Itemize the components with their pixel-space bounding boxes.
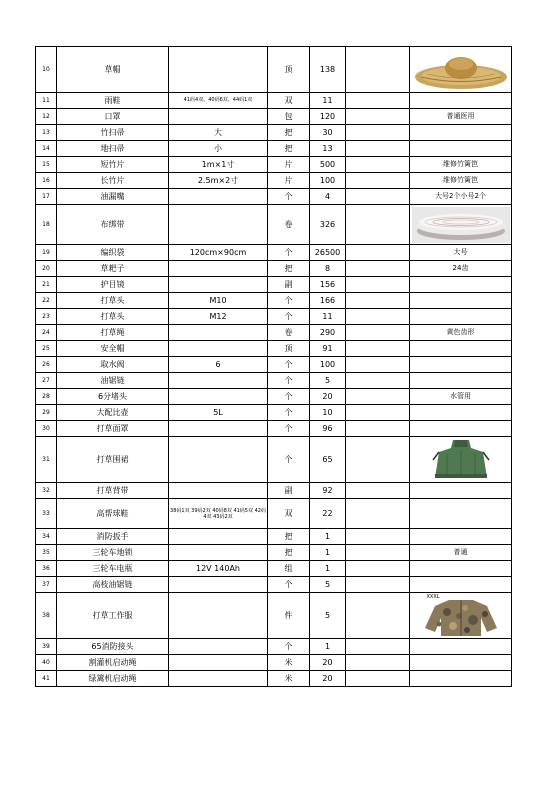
blank-cell [346, 341, 410, 357]
item-unit: 个 [268, 421, 310, 437]
item-quantity: 1 [310, 639, 346, 655]
row-number: 11 [36, 93, 57, 109]
table-row [36, 309, 512, 325]
item-quantity: 4 [310, 189, 346, 205]
item-note: 24齿 [410, 261, 512, 277]
row-number: 13 [36, 125, 57, 141]
item-spec [169, 189, 268, 205]
blank-cell [346, 671, 410, 687]
row-number: 24 [36, 325, 57, 341]
item-unit: 把 [268, 545, 310, 561]
item-unit: 个 [268, 389, 310, 405]
item-quantity: 20 [310, 655, 346, 671]
item-spec: 6 [169, 357, 268, 373]
item-name: 打草面罩 [57, 421, 169, 437]
item-spec [169, 421, 268, 437]
row-number: 18 [36, 205, 57, 245]
item-unit: 包 [268, 109, 310, 125]
item-quantity: 1 [310, 545, 346, 561]
item-quantity: 8 [310, 261, 346, 277]
item-name: 6分堵头 [57, 389, 169, 405]
item-note [410, 405, 512, 421]
blank-cell [346, 483, 410, 499]
blank-cell [346, 499, 410, 529]
table-row [36, 157, 512, 173]
item-note [410, 47, 512, 93]
table-row [36, 261, 512, 277]
blank-cell [346, 577, 410, 593]
item-note [410, 357, 512, 373]
table-row [36, 277, 512, 293]
item-note [410, 125, 512, 141]
row-number: 37 [36, 577, 57, 593]
table-row [36, 561, 512, 577]
blank-cell [346, 373, 410, 389]
row-number: 23 [36, 309, 57, 325]
item-name: 割灌机启动绳 [57, 655, 169, 671]
item-name: 草耙子 [57, 261, 169, 277]
row-number: 19 [36, 245, 57, 261]
item-name: 三轮车电瓶 [57, 561, 169, 577]
table-row [36, 639, 512, 655]
item-note [410, 529, 512, 545]
item-unit: 个 [268, 293, 310, 309]
item-quantity: 20 [310, 389, 346, 405]
cloth-strap-photo [412, 207, 510, 243]
item-unit: 个 [268, 405, 310, 421]
row-number: 38 [36, 593, 57, 639]
item-unit: 米 [268, 671, 310, 687]
item-unit: 个 [268, 437, 310, 483]
item-quantity: 5 [310, 577, 346, 593]
item-name: 长竹片 [57, 173, 169, 189]
blank-cell [346, 109, 410, 125]
table-row [36, 405, 512, 421]
item-spec [169, 671, 268, 687]
table-row [36, 483, 512, 499]
item-note: 维修竹篱笆 [410, 157, 512, 173]
table-row [36, 671, 512, 687]
item-spec: 41码4双、40码6双、44码1双 [169, 93, 268, 109]
table-row [36, 125, 512, 141]
row-number: 41 [36, 671, 57, 687]
item-name: 打草围裙 [57, 437, 169, 483]
item-spec [169, 47, 268, 93]
item-note [410, 593, 512, 639]
item-note [410, 309, 512, 325]
blank-cell [346, 261, 410, 277]
item-quantity: 5 [310, 373, 346, 389]
table-row [36, 341, 512, 357]
item-unit: 个 [268, 309, 310, 325]
item-unit: 卷 [268, 205, 310, 245]
row-number: 39 [36, 639, 57, 655]
item-spec [169, 325, 268, 341]
item-unit: 米 [268, 655, 310, 671]
item-quantity: 13 [310, 141, 346, 157]
blank-cell [346, 189, 410, 205]
item-spec [169, 545, 268, 561]
item-note [410, 561, 512, 577]
item-note [410, 293, 512, 309]
table-row [36, 109, 512, 125]
item-name: 打草头 [57, 309, 169, 325]
item-note [410, 671, 512, 687]
item-spec: 38码1双 39码2双 40码8双 41码5双 42码4双 43码2双 [169, 499, 268, 529]
work-clothes-photo [421, 594, 501, 638]
item-unit: 卷 [268, 325, 310, 341]
item-name: 消防扳手 [57, 529, 169, 545]
inventory-table-body [36, 47, 512, 687]
table-row [36, 421, 512, 437]
row-number: 29 [36, 405, 57, 421]
table-row [36, 47, 512, 93]
row-number: 12 [36, 109, 57, 125]
item-unit: 件 [268, 593, 310, 639]
item-spec [169, 529, 268, 545]
straw-hat-photo [413, 50, 509, 90]
item-unit: 个 [268, 245, 310, 261]
item-name: 高枝油锯链 [57, 577, 169, 593]
row-number: 15 [36, 157, 57, 173]
item-name: 口罩 [57, 109, 169, 125]
item-unit: 个 [268, 189, 310, 205]
item-unit: 个 [268, 577, 310, 593]
table-row [36, 373, 512, 389]
item-spec: 小 [169, 141, 268, 157]
item-spec [169, 277, 268, 293]
row-number: 36 [36, 561, 57, 577]
blank-cell [346, 405, 410, 421]
item-name: 打草背带 [57, 483, 169, 499]
item-quantity: 138 [310, 47, 346, 93]
item-name: 打草工作服 [57, 593, 169, 639]
item-quantity: 156 [310, 277, 346, 293]
item-name: 绿篱机启动绳 [57, 671, 169, 687]
blank-cell [346, 47, 410, 93]
row-number: 33 [36, 499, 57, 529]
item-quantity: 91 [310, 341, 346, 357]
item-name: 草帽 [57, 47, 169, 93]
table-row [36, 499, 512, 529]
item-name: 三轮车地锁 [57, 545, 169, 561]
row-number: 21 [36, 277, 57, 293]
row-number: 14 [36, 141, 57, 157]
item-note [410, 277, 512, 293]
item-name: 65消防接头 [57, 639, 169, 655]
item-quantity: 290 [310, 325, 346, 341]
item-spec: 2.5m×2寸 [169, 173, 268, 189]
item-note: 大号 [410, 245, 512, 261]
table-row [36, 545, 512, 561]
item-quantity: 30 [310, 125, 346, 141]
item-unit: 把 [268, 125, 310, 141]
item-unit: 把 [268, 261, 310, 277]
row-number: 30 [36, 421, 57, 437]
item-spec: 12V 140Ah [169, 561, 268, 577]
item-spec [169, 205, 268, 245]
item-quantity: 11 [310, 309, 346, 325]
item-quantity: 326 [310, 205, 346, 245]
table-row [36, 389, 512, 405]
blank-cell [346, 93, 410, 109]
table-row [36, 593, 512, 639]
row-number: 27 [36, 373, 57, 389]
item-spec [169, 109, 268, 125]
item-unit: 片 [268, 173, 310, 189]
item-name: 安全帽 [57, 341, 169, 357]
item-name: 油锯链 [57, 373, 169, 389]
item-name: 油漏嘴 [57, 189, 169, 205]
item-spec [169, 655, 268, 671]
item-name: 护目镜 [57, 277, 169, 293]
item-spec [169, 341, 268, 357]
table-row [36, 529, 512, 545]
item-unit: 双 [268, 93, 310, 109]
blank-cell [346, 655, 410, 671]
item-quantity: 10 [310, 405, 346, 421]
table-row [36, 93, 512, 109]
blank-cell [346, 157, 410, 173]
blank-cell [346, 593, 410, 639]
blank-cell [346, 639, 410, 655]
apron-photo [431, 438, 491, 482]
item-note: 普通 [410, 545, 512, 561]
item-unit: 副 [268, 483, 310, 499]
item-unit: 个 [268, 639, 310, 655]
item-spec: 1m×1寸 [169, 157, 268, 173]
item-spec [169, 639, 268, 655]
item-name: 大配比壶 [57, 405, 169, 421]
item-spec [169, 261, 268, 277]
item-spec [169, 389, 268, 405]
row-number: 10 [36, 47, 57, 93]
blank-cell [346, 325, 410, 341]
item-note [410, 421, 512, 437]
blank-cell [346, 125, 410, 141]
item-name: 取水阀 [57, 357, 169, 373]
item-quantity: 120 [310, 109, 346, 125]
row-number: 34 [36, 529, 57, 545]
item-quantity: 92 [310, 483, 346, 499]
item-quantity: 26500 [310, 245, 346, 261]
item-note [410, 577, 512, 593]
item-note [410, 205, 512, 245]
blank-cell [346, 437, 410, 483]
item-note [410, 655, 512, 671]
table-row [36, 245, 512, 261]
item-spec: M12 [169, 309, 268, 325]
table-row [36, 357, 512, 373]
row-number: 28 [36, 389, 57, 405]
item-spec [169, 373, 268, 389]
blank-cell [346, 173, 410, 189]
item-note: 水管用 [410, 389, 512, 405]
blank-cell [346, 277, 410, 293]
row-number: 40 [36, 655, 57, 671]
item-note: 维修竹篱笆 [410, 173, 512, 189]
blank-cell [346, 561, 410, 577]
blank-cell [346, 309, 410, 325]
item-name: 布绑带 [57, 205, 169, 245]
item-name: 编织袋 [57, 245, 169, 261]
row-number: 26 [36, 357, 57, 373]
item-quantity: 1 [310, 561, 346, 577]
item-spec: 大 [169, 125, 268, 141]
item-spec: 120cm×90cm [169, 245, 268, 261]
item-spec: M10 [169, 293, 268, 309]
item-name: 竹扫帚 [57, 125, 169, 141]
item-unit: 把 [268, 141, 310, 157]
item-spec [169, 483, 268, 499]
item-note: 大号2个小号2个 [410, 189, 512, 205]
table-row [36, 655, 512, 671]
row-number: 20 [36, 261, 57, 277]
item-note [410, 141, 512, 157]
item-note [410, 639, 512, 655]
row-number: 16 [36, 173, 57, 189]
item-name: 打草头 [57, 293, 169, 309]
blank-cell [346, 529, 410, 545]
item-note [410, 499, 512, 529]
item-note [410, 483, 512, 499]
item-unit: 顶 [268, 341, 310, 357]
item-note [410, 373, 512, 389]
item-unit: 顶 [268, 47, 310, 93]
item-note [410, 341, 512, 357]
row-number: 32 [36, 483, 57, 499]
item-note: 黄色齿形 [410, 325, 512, 341]
item-name: 打草绳 [57, 325, 169, 341]
item-note [410, 437, 512, 483]
row-number: 31 [36, 437, 57, 483]
item-unit: 把 [268, 529, 310, 545]
blank-cell [346, 293, 410, 309]
item-unit: 片 [268, 157, 310, 173]
blank-cell [346, 545, 410, 561]
table-row [36, 141, 512, 157]
inventory-table [35, 46, 512, 687]
row-number: 35 [36, 545, 57, 561]
item-name: 短竹片 [57, 157, 169, 173]
blank-cell [346, 421, 410, 437]
blank-cell [346, 357, 410, 373]
item-unit: 个 [268, 373, 310, 389]
blank-cell [346, 245, 410, 261]
item-unit: 个 [268, 357, 310, 373]
item-quantity: 166 [310, 293, 346, 309]
table-row [36, 325, 512, 341]
item-spec [169, 577, 268, 593]
item-unit: 副 [268, 277, 310, 293]
item-quantity: 100 [310, 173, 346, 189]
item-quantity: 22 [310, 499, 346, 529]
table-row [36, 577, 512, 593]
item-spec [169, 593, 268, 639]
item-quantity: 5 [310, 593, 346, 639]
item-quantity: 65 [310, 437, 346, 483]
item-unit: 双 [268, 499, 310, 529]
row-number: 22 [36, 293, 57, 309]
blank-cell [346, 141, 410, 157]
table-row [36, 205, 512, 245]
work-clothes-caption: XXXL [426, 593, 440, 600]
item-note [410, 93, 512, 109]
item-quantity: 1 [310, 529, 346, 545]
item-quantity: 20 [310, 671, 346, 687]
item-name: 雨鞋 [57, 93, 169, 109]
item-unit: 组 [268, 561, 310, 577]
item-quantity: 100 [310, 357, 346, 373]
table-row [36, 189, 512, 205]
blank-cell [346, 205, 410, 245]
item-spec: 5L [169, 405, 268, 421]
row-number: 17 [36, 189, 57, 205]
item-quantity: 96 [310, 421, 346, 437]
table-row [36, 173, 512, 189]
table-row [36, 437, 512, 483]
item-quantity: 500 [310, 157, 346, 173]
blank-cell [346, 389, 410, 405]
table-row [36, 293, 512, 309]
row-number: 25 [36, 341, 57, 357]
item-name: 高帮球鞋 [57, 499, 169, 529]
item-quantity: 11 [310, 93, 346, 109]
item-spec [169, 437, 268, 483]
item-name: 地扫帚 [57, 141, 169, 157]
item-note: 普通医用 [410, 109, 512, 125]
